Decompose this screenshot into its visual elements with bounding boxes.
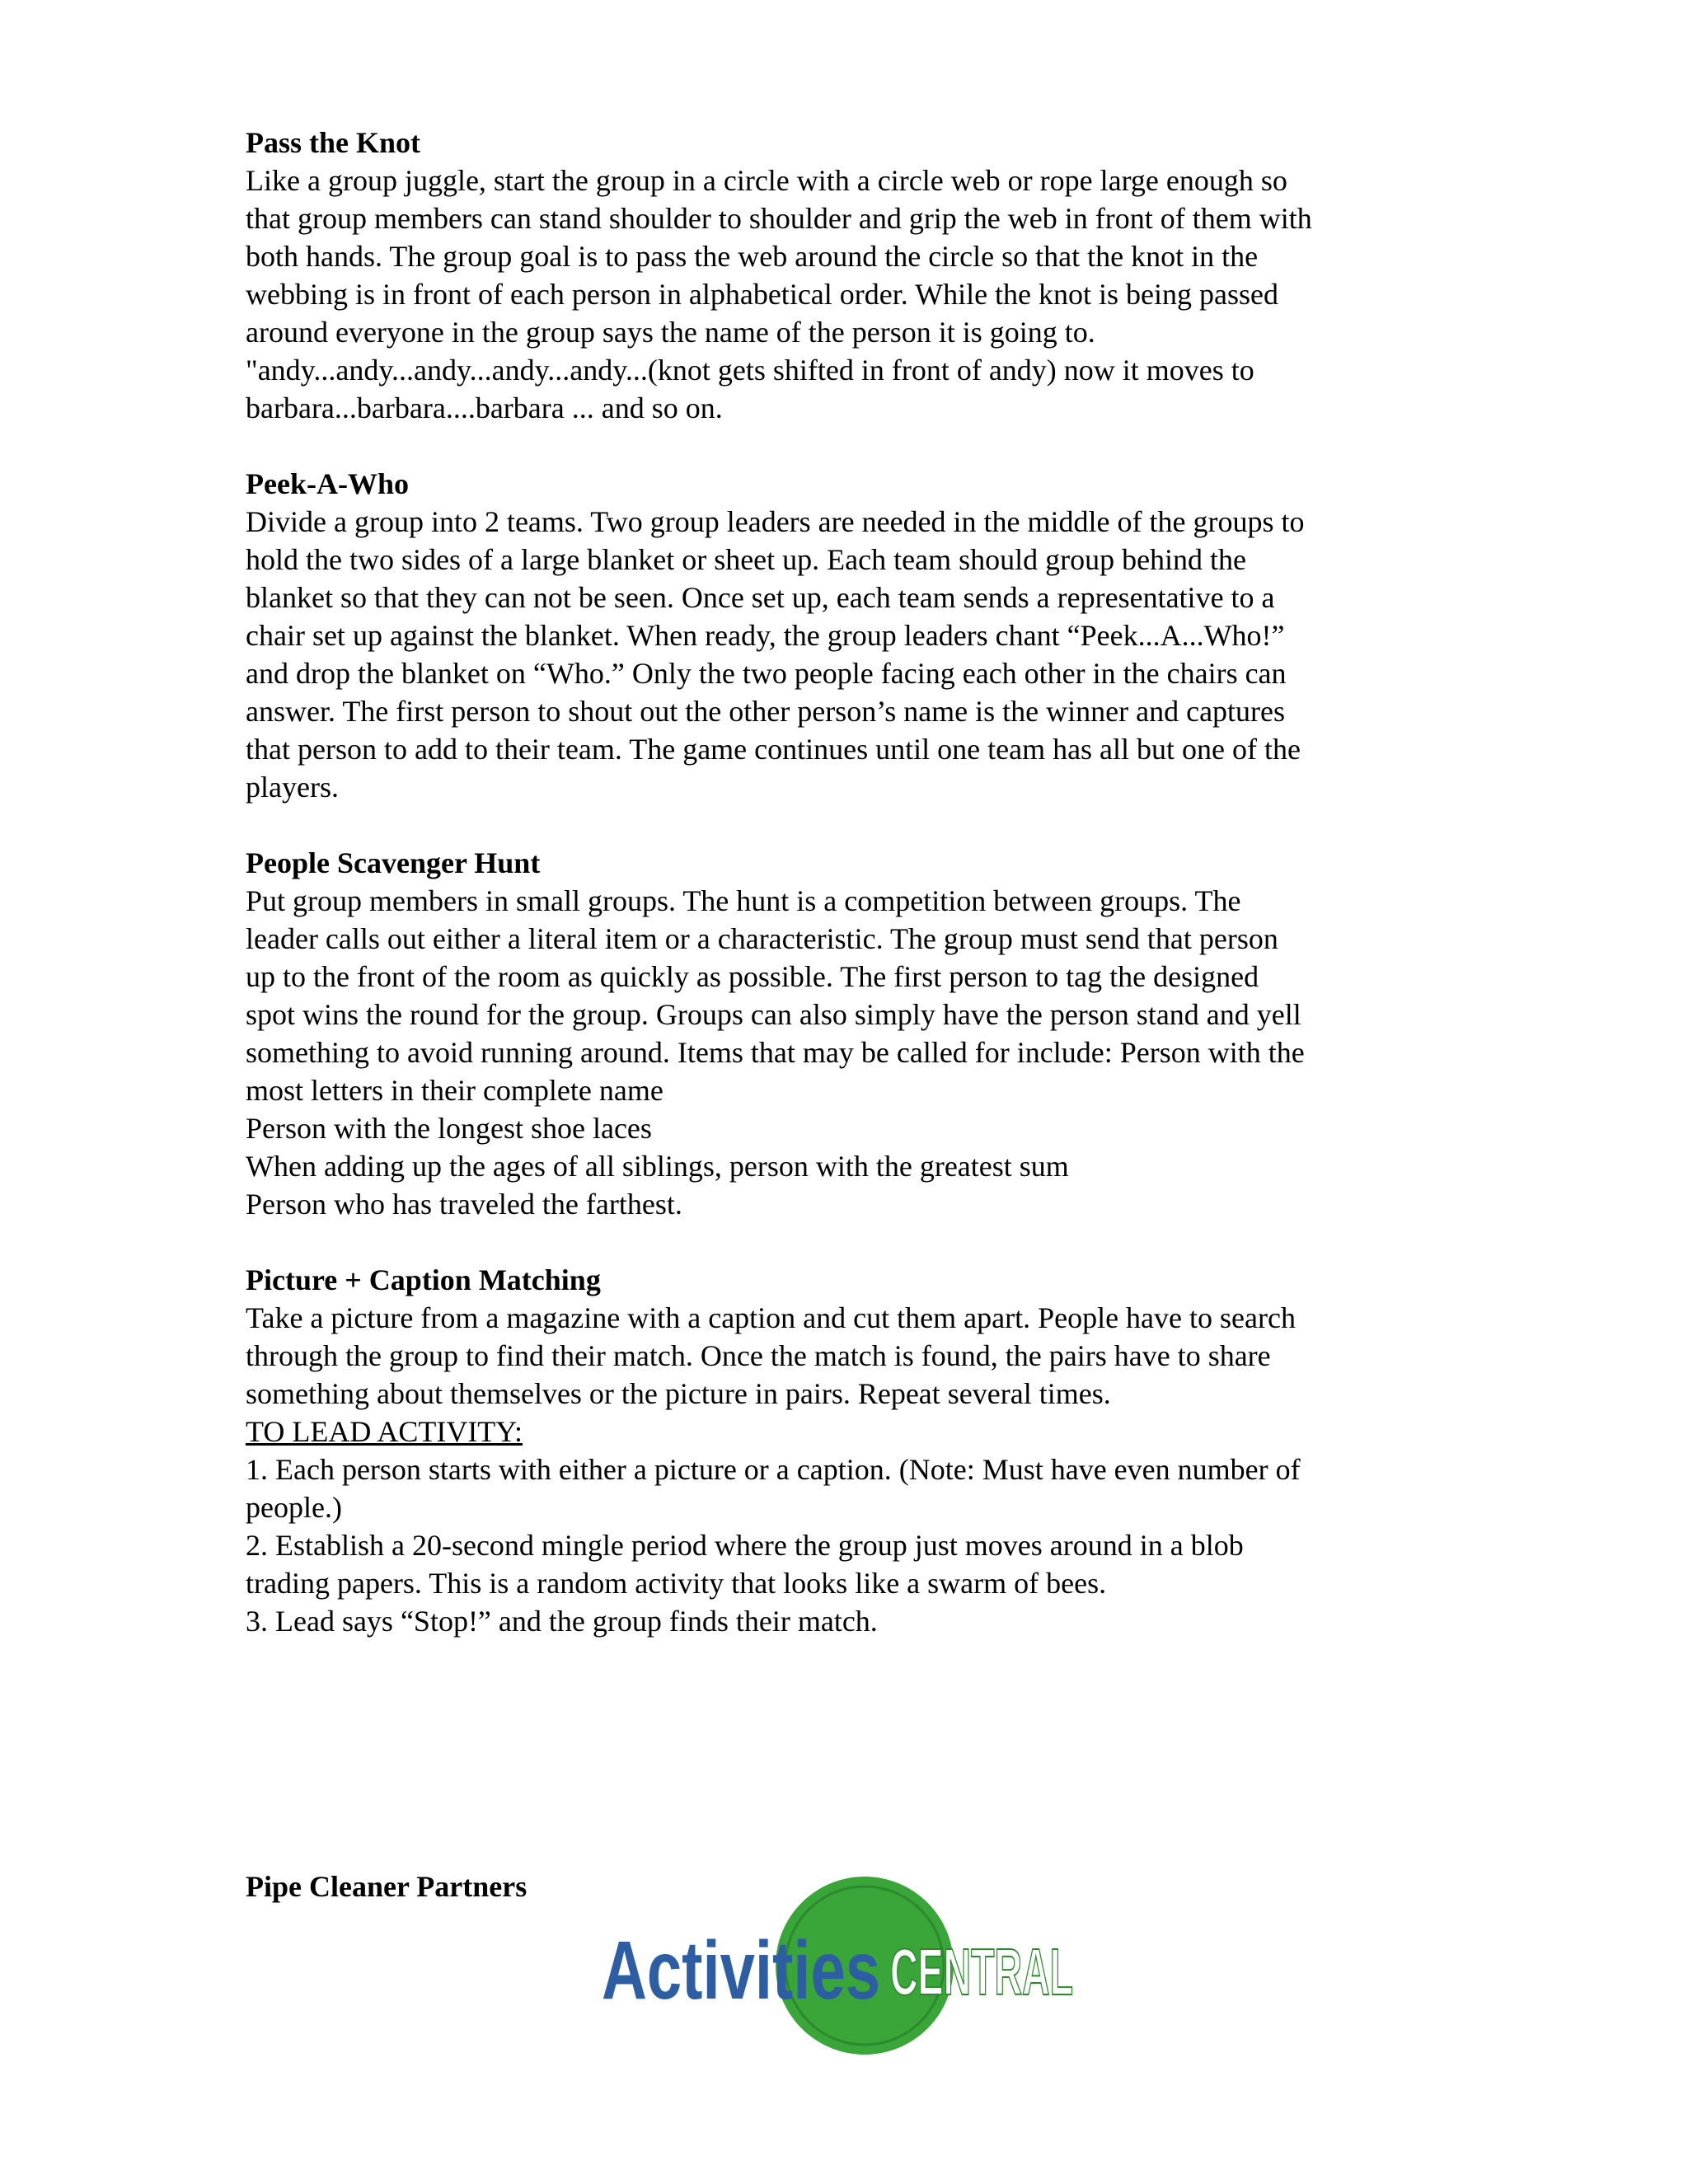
body-line: leader calls out either a literal item or a characteristic. The group must send that person — [246, 922, 1278, 955]
lead-activity-label: TO LEAD ACTIVITY: — [246, 1415, 523, 1448]
logo-word-activities: Activities — [602, 1924, 880, 2017]
body-line: both hands. The group goal is to pass the web around the circle so that the knot in the — [246, 240, 1259, 273]
section-title: Peek-A-Who — [246, 467, 409, 500]
section-pass-the-knot — [246, 124, 1449, 427]
body-line: around everyone in the group says the name of the person it is going to. — [246, 316, 1095, 349]
body-line: "andy...andy...andy...andy...andy...(knot gets shifted in front of andy) now it moves to — [246, 354, 1254, 387]
section-title: Pass the Knot — [246, 126, 421, 159]
blank-space — [246, 1678, 1449, 1868]
body-line: When adding up the ages of all siblings, person with the greatest sum — [246, 1150, 1069, 1183]
step-line: people.) — [246, 1491, 342, 1524]
body-line: that group members can stand shoulder to shoulder and grip the web in front of them with — [246, 202, 1312, 235]
body-line: Person who has traveled the farthest. — [246, 1188, 682, 1221]
body-line: spot wins the round for the group. Groups can also simply have the person stand and yell — [246, 998, 1301, 1031]
logo-graphic — [595, 1867, 1090, 2056]
step-line: 3. Lead says “Stop!” and the group finds their match. — [246, 1605, 878, 1638]
step-line: 2. Establish a 20-second mingle period where the group just moves around in a blob — [246, 1529, 1244, 1562]
body-line: blanket so that they can not be seen. Once set up, each team sends a representative to a — [246, 581, 1275, 614]
section-picture-caption-matching — [246, 1261, 1449, 1640]
step-line: trading papers. This is a random activity that looks like a swarm of bees. — [246, 1567, 1107, 1600]
document-page — [246, 124, 1449, 1905]
body-line: that person to add to their team. The game continues until one team has all but one of the — [246, 733, 1301, 766]
body-line: players. — [246, 771, 339, 804]
body-line: Put group members in small groups. The hunt is a competition between groups. The — [246, 884, 1241, 917]
section-peek-a-who — [246, 465, 1449, 806]
body-line: hold the two sides of a large blanket or sheet up. Each team should group behind the — [246, 543, 1247, 576]
body-line: answer. The first person to shout out the other person’s name is the winner and captures — [246, 695, 1286, 728]
step-line: 1. Each person starts with either a picture or a caption. (Note: Must have even number of — [246, 1453, 1301, 1486]
section-title: People Scavenger Hunt — [246, 846, 541, 879]
body-line: up to the front of the room as quickly as possible. The first person to tag the designed — [246, 960, 1259, 993]
body-line: Divide a group into 2 teams. Two group leaders are needed in the middle of the groups to — [246, 505, 1305, 538]
body-line: and drop the blanket on “Who.” Only the two people facing each other in the chairs can — [246, 657, 1287, 690]
section-title-pipe-cleaner-partners: Pipe Cleaner Partners — [246, 1870, 528, 1903]
body-line: most letters in their complete name — [246, 1074, 663, 1107]
section-people-scavenger-hunt — [246, 844, 1449, 1223]
activities-central-logo — [595, 1867, 1090, 2056]
body-line: webbing is in front of each person in alphabetical order. While the knot is being passed — [246, 278, 1279, 311]
body-line: barbara...barbara....barbara ... and so on. — [246, 391, 723, 424]
section-title: Picture + Caption Matching — [246, 1263, 601, 1296]
body-line: Take a picture from a magazine with a caption and cut them apart. People have to search — [246, 1301, 1296, 1334]
body-line: something about themselves or the picture in pairs. Repeat several times. — [246, 1377, 1111, 1410]
body-line: Person with the longest shoe laces — [246, 1112, 652, 1145]
body-line: something to avoid running around. Items that may be called for include: Person with the — [246, 1036, 1305, 1069]
body-line: through the group to find their match. Once the match is found, the pairs have to share — [246, 1339, 1271, 1372]
body-line: Like a group juggle, start the group in a circle with a circle web or rope large enough so — [246, 164, 1287, 197]
logo-word-central: CENTRAL — [890, 1935, 1073, 2008]
body-line: chair set up against the blanket. When ready, the group leaders chant “Peek...A...Who!” — [246, 619, 1285, 652]
